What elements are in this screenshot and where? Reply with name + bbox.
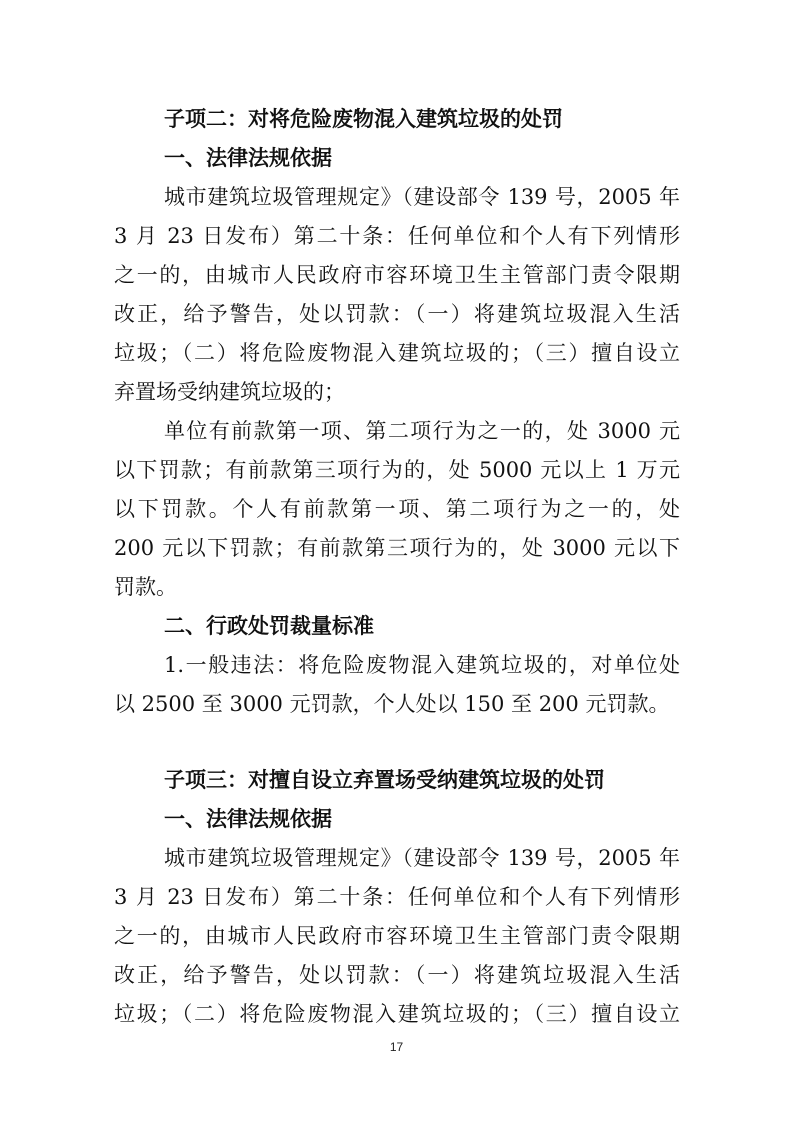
paragraph-line: 3 月 23 日发布）第二十条：任何单位和个人有下列情形 [114, 224, 680, 248]
section-title: 子项二：对将危险废物混入建筑垃圾的处罚 [164, 107, 563, 131]
paragraph-line: 垃圾；（二）将危险废物混入建筑垃圾的；（三）擅自设立 [114, 341, 680, 365]
paragraph-line: 1.一般违法：将危险废物混入建筑垃圾的，对单位处 [164, 653, 680, 677]
paragraph-line: 单位有前款第一项、第二项行为之一的，处 3000 元 [164, 419, 680, 443]
paragraph-line: 城市建筑垃圾管理规定》（建设部令 139 号，2005 年 [164, 846, 680, 870]
paragraph-line: 垃圾；（二）将危险废物混入建筑垃圾的；（三）擅自设立 [114, 1002, 680, 1026]
paragraph-line: 罚款。 [114, 575, 177, 599]
paragraph-line: 弃置场受纳建筑垃圾的； [114, 380, 345, 404]
paragraph-line: 以下罚款。个人有前款第一项、第二项行为之一的，处 [114, 497, 680, 521]
paragraph-line: 以 2500 至 3000 元罚款，个人处以 150 至 200 元罚款。 [114, 692, 670, 716]
basis-heading: 一、法律法规依据 [164, 146, 332, 170]
paragraph-line: 以下罚款；有前款第三项行为的，处 5000 元以上 1 万元 [114, 458, 680, 482]
paragraph-line: 200 元以下罚款；有前款第三项行为的，处 3000 元以下 [114, 536, 680, 560]
section-title: 子项三：对擅自设立弃置场受纳建筑垃圾的处罚 [164, 768, 605, 792]
paragraph-line: 城市建筑垃圾管理规定》（建设部令 139 号，2005 年 [164, 185, 680, 209]
paragraph-line: 之一的，由城市人民政府市容环境卫生主管部门责令限期 [114, 263, 680, 287]
paragraph-line: 3 月 23 日发布）第二十条：任何单位和个人有下列情形 [114, 885, 680, 909]
standard-heading: 二、行政处罚裁量标准 [164, 614, 374, 638]
paragraph-line: 改正，给予警告，处以罚款：（一）将建筑垃圾混入生活 [114, 963, 680, 987]
page-number: 17 [389, 1040, 404, 1054]
paragraph-line: 改正，给予警告，处以罚款：（一）将建筑垃圾混入生活 [114, 302, 680, 326]
basis-heading: 一、法律法规依据 [164, 807, 332, 831]
paragraph-line: 之一的，由城市人民政府市容环境卫生主管部门责令限期 [114, 924, 680, 948]
